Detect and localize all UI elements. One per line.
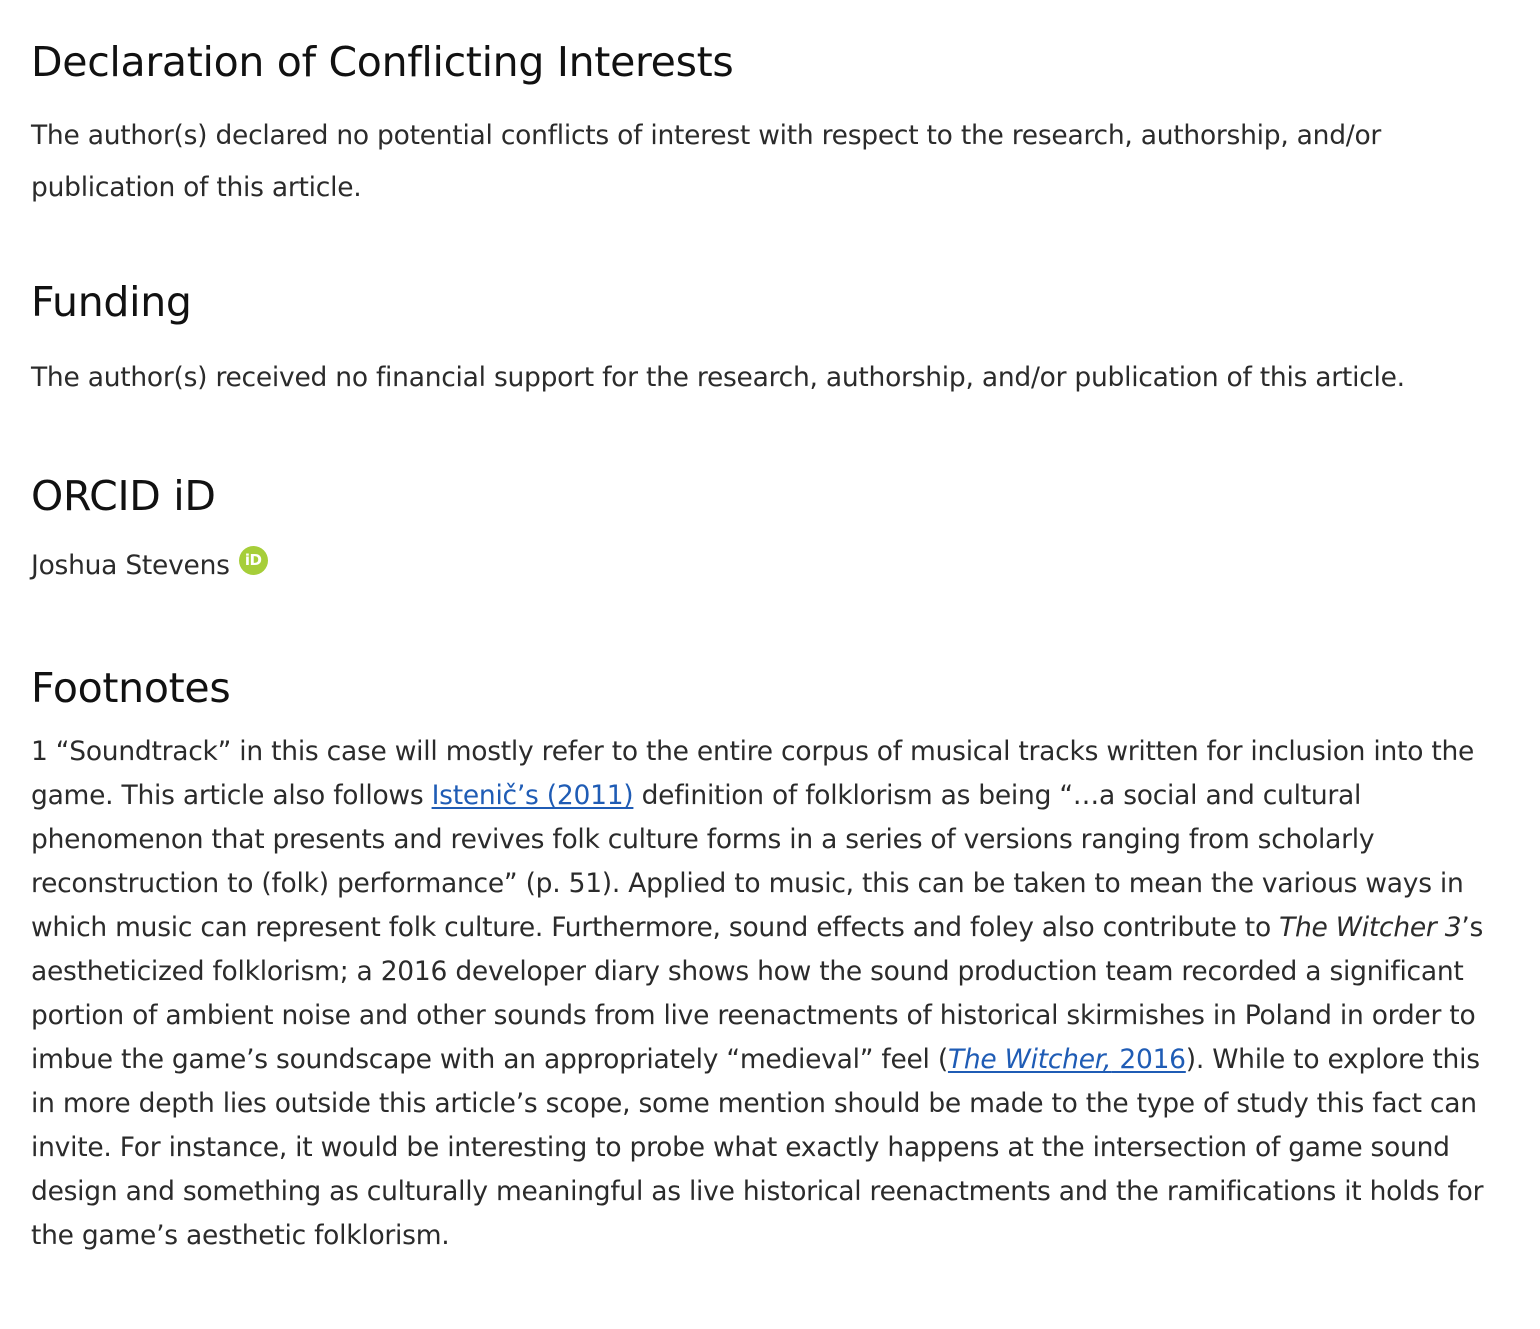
conflicts-section (31, 34, 1510, 214)
citation-link-istenic[interactable]: Istenič’s (2011) (431, 780, 634, 811)
orcid-author-name: Joshua Stevens (31, 550, 230, 581)
orcid-author-line (31, 540, 1510, 592)
orcid-section (31, 468, 1510, 592)
footnote-text-4: ). While to explore this in more depth lies outside this article’s scope, some mention should be made to the type of study this fact can invite. For instance, it would be interesting to probe what exactly happens at the intersection of game sound design and something as culturally meaningful as live historical reenactments and the ramifications it holds for the game’s aesthetic folklorism. (31, 1044, 1484, 1251)
funding-body: The author(s) received no financial support for the research, authorship, and/or publication of this article. (31, 362, 1405, 393)
citation-link-witcher-title: The Witcher, (947, 1044, 1112, 1075)
footnotes-heading: Footnotes (31, 664, 231, 712)
citation-link-witcher[interactable] (948, 1044, 1186, 1075)
footnote-italic-title: The Witcher 3 (1279, 912, 1462, 943)
footnote-text-2: definition of folklorism as being “…a social and cultural phenomenon that presents and revives folk culture forms in a series of versions ranging from scholarly reconstruction to (folk) performance” (p. 51). Applied to music, this can be taken to mean the various ways in which music can represent folk culture. Furthermore, sound effects and foley also contribute to (31, 780, 1464, 943)
funding-section (31, 274, 1510, 404)
orcid-heading: ORCID iD (31, 472, 216, 520)
footnote-text-1: 1 “Soundtrack” in this case will mostly refer to the entire corpus of musical tracks written for inclusion into the game. This article also follows (31, 736, 1475, 811)
funding-heading: Funding (31, 278, 192, 326)
conflicts-heading: Declaration of Conflicting Interests (31, 38, 734, 86)
conflicts-body: The author(s) declared no potential conflicts of interest with respect to the research, authorship, and/or publication of this article. (31, 120, 1382, 203)
orcid-icon[interactable]: iD (239, 546, 268, 575)
footnote-1 (31, 730, 1510, 1258)
footnotes-section (31, 660, 1510, 1258)
citation-link-witcher-year: 2016 (1111, 1044, 1186, 1075)
footnote-text-3: ’s aestheticized folklorism; a 2016 developer diary shows how the sound production team recorded a significant portion of ambient noise and other sounds from live reenactments of historical skirmishes in Poland in order to imbue the game’s soundscape with an appropriately “medieval” feel ( (31, 912, 1484, 1075)
